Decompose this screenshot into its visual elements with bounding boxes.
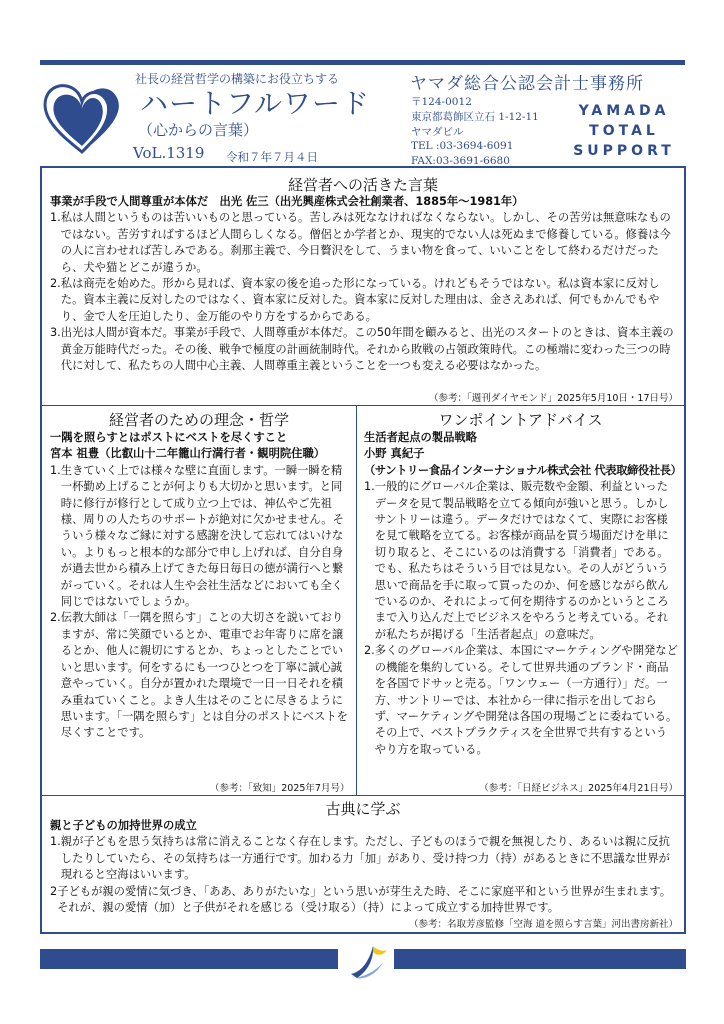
- item-text: 生きていく上では様々な壁に直面します。一瞬一瞬を精一杯勤め上げることが何よりも大切かと思います。と同時に修行が修行として成り立つ上では、神仏やご先祖様、周りの人たちのサポートが絶対に欠かせません。そういう様々なご縁に対する感謝を決して忘れてはいけない。よりもっと根本的な部分で申し上げれば、自分自身が過去世から積み上げてきた毎日毎日の徳が満行へと繋がっていく。それは人生や会社生活などにおいても全く同じではないでしょうか。: [60, 463, 344, 609]
- divider: [42, 795, 684, 796]
- footer-bar-right: [394, 949, 686, 969]
- item-number: 1.: [364, 480, 375, 494]
- section-lead: 一隅を照らすとはポストにベストを尽くすこと: [50, 431, 288, 444]
- support-line: YAMADA: [578, 103, 670, 119]
- street-address: 東京都葛飾区立石 1-12-11: [411, 110, 539, 123]
- postal-code: 〒124-0012: [411, 96, 472, 108]
- item-number: 2.: [50, 611, 61, 625]
- swoosh-logo-icon: [343, 940, 389, 982]
- section-lead: 親と子どもの加持世界の成立: [50, 819, 197, 832]
- section-body: [50, 430, 350, 742]
- section-title: 古典に学ぶ: [325, 800, 401, 818]
- item-number: 1.: [50, 463, 61, 477]
- item-text: 私は商売を始めた。形から見れば、資本家の後を追った形になっている。けれどもそうではない。私は資本家に反対した。資本主義に反対したのではなく、資本家に反対した。資本家に反対した理由は、金さえあれば、何でもかんでもやり、金で人を圧迫したり、金万能のやり方をするからである。: [60, 277, 660, 323]
- section-title: 経営者のための理念・哲学: [108, 411, 289, 429]
- content-frame: [40, 166, 686, 934]
- list-item: [364, 479, 678, 643]
- section-author: 小野 真紀子: [364, 447, 425, 461]
- item-number: 2.: [50, 277, 61, 291]
- item-number: 2.: [364, 644, 375, 658]
- item-number: 1.: [50, 835, 61, 849]
- section-title: ワンポイントアドバイス: [438, 411, 603, 429]
- item-text: 子どもが親の愛情に気づき、「ああ、ありがたいな」という思いが芽生えた時、そこに家庭平和という世界が生まれます。それが、親の愛情（加）と子供がそれを感じる（受け取る）（持）によって成立する加持世界です。: [57, 884, 672, 915]
- section-reference: （参考：「週刊ダイヤモンド」2025年5月10日・17日号）: [429, 393, 678, 404]
- section-lead: 事業が手段で人間尊重が本体だ 出光 佐三（出光興産株式会社創業者、1885年～1981年）: [50, 195, 524, 208]
- item-number: 2: [50, 884, 58, 898]
- list-item: [50, 276, 678, 325]
- list-item: [364, 643, 678, 758]
- item-number: 1.: [50, 211, 61, 225]
- item-text: 一般的にグローバル企業は、販売数や金額、利益といったデータを見て製品戦略を立てる傾向が強いと思う。しかしサントリーは違う。データだけではなくて、実際にお客様を見て戦略を立てる。お客様が商品を買う場面だけを単に切り取ると、そこにいるのは消費する「消費者」である。でも、私たちはそういう目では見ない。その人がどういう思いで商品を手に取って買ったのか、何を感じながら飲んでいるのか、それによって何を期待するのかというところまで入り込んだ上でビジネスをやろうと考えている。それが私たちが掲げる「生活者起点」の意味だ。: [374, 480, 669, 641]
- support-line: TOTAL: [589, 123, 659, 139]
- section-reference: （参考：名取芳彦監修「空海 道を照らす言葉」河出書房新社）: [408, 919, 678, 930]
- blue-hearts-logo: [38, 68, 133, 156]
- list-item: [50, 210, 678, 276]
- list-item: [50, 834, 678, 883]
- section-affiliation: （サントリー食品インターナショナル株式会社 代表取締役社長）: [364, 463, 682, 477]
- section-body: [50, 818, 678, 916]
- list-item: [50, 325, 678, 374]
- firm-address: [411, 95, 561, 169]
- list-item: [50, 463, 350, 611]
- support-wordmark: [563, 101, 685, 161]
- section-lead: 生活者起点の製品戦略: [364, 431, 477, 444]
- issue-number: VoL.1319: [133, 144, 205, 162]
- item-text: 私は人間というものは苦いいものと思っている。苦しみは死ななければなくならない。しかし、その苦労は無意味なものではない。苦労すればするほど人間らしくなる。僧侶とか学者とか、現実的でない人は死ぬまで修養している。修養は今の人に言わせれば苦しみである。刹那主義で、今日贅沢をして、うまい物を食って、いいことをして終わるだけだったら、犬や猫とどこが違うか。: [60, 211, 671, 274]
- list-item: [50, 610, 350, 741]
- newsletter-title: ハートフルワード: [140, 87, 371, 120]
- section-body: [50, 194, 678, 374]
- fax-number: FAX:03-3691-6680: [411, 155, 510, 168]
- section-author: 宮本 祖豊（比叡山十二年籠山行満行者・観明院住職）: [50, 447, 326, 461]
- item-number: 3.: [50, 326, 61, 340]
- item-text: 親が子どもを思う気持ちは常に消えることなく存在します。ただし、子どものほうで親を無視したり、あるいは親に反抗したりしていたら、その気持ちは一方通行です。加わる力「加」があり、受け持つ力（持）があるときに不思議な世界が現れると空海はいいます。: [60, 835, 670, 882]
- phone-number: TEL :03-3694-6091: [411, 140, 514, 153]
- section-body: [364, 430, 682, 758]
- footer-bar-left: [40, 949, 338, 969]
- tagline: 社長の経営哲学の構築にお役立ちする: [135, 72, 340, 86]
- section-reference: （参考：「日経ビジネス」2025年4月21日号）: [479, 783, 678, 794]
- support-line: SUPPORT: [573, 143, 675, 159]
- firm-name: ヤマダ総合公認会計士事務所: [410, 74, 644, 94]
- building-name: ヤマダビル: [411, 125, 464, 138]
- section-reference: （参考：「致知」2025年7月号）: [210, 783, 350, 794]
- list-item: [50, 884, 678, 917]
- item-text: 出光は人間が資本だ。事業が手段で、人間尊重が本体だ。この50年間を顧みると、出光のスタートのときは、資本主義の黄金万能時代だった。その後、戦争で極度の計画統制時代。それから敗戦の占領政策時代。この極端に変わった三つの時代に対して、私たちの人間中心主義、人間尊重主義ということを一つも変える必要はなかった。: [60, 326, 674, 373]
- item-text: 伝教大師は「一隅を照らす」ことの大切さを説いておりますが、常に笑顔でいるとか、電車でお年寄りに席を譲るとか、他人に親切にするとか、ちょっとしたことでいいと思います。何をするにも一つひとつを丁寧に誠心誠意やっていく。自分が置かれた環境で一日一日それを積み重ねていくこと。よき人生はそのことに尽きるように思います。「一隅を照らす」とは自分のポストにベストを尽くすことです。: [60, 611, 348, 740]
- divider: [42, 405, 684, 406]
- divider: [356, 405, 357, 795]
- header-top-bar: [40, 60, 685, 65]
- issue-date: 令和７年７月４日: [226, 150, 318, 164]
- item-text: 多くのグローバル企業は、本国にマーケティングや開発などの機能を集約している。そして世界共通のブランド・商品を各国でドサッと売る。「ワンウェー（一方通行）」だ。一方、サントリーでは、本社から一律に指示を出しておらず、マーケティングや開発は各国の現場ごとに委ねている。その上で、ベストプラクティスを全世界で共有するというやり方を取っている。: [374, 644, 678, 756]
- section-title: 経営者への活きた言葉: [287, 176, 438, 194]
- newsletter-subtitle: （心からの言葉）: [138, 121, 259, 139]
